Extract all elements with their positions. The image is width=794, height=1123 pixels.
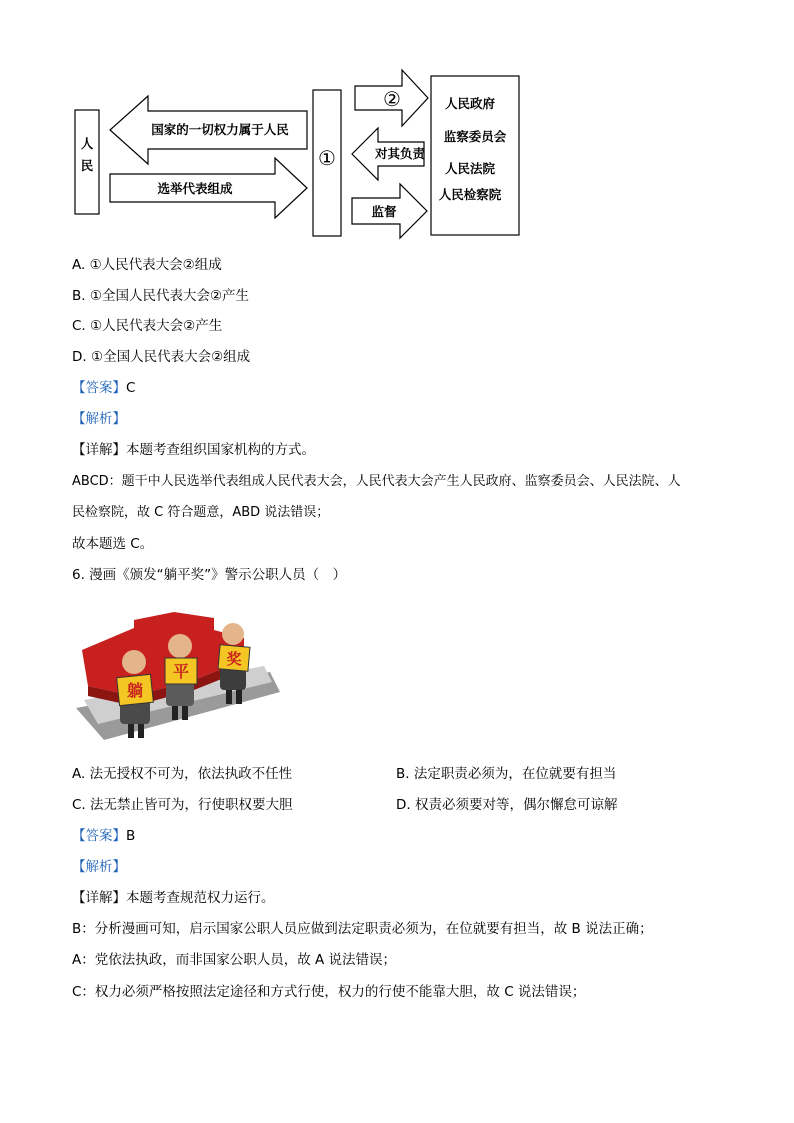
q5-analysis-tag: 【解析】 (72, 411, 126, 427)
q5-explain-line-2: 民检察院，故 C 符合题意，ABD 说法错误； (72, 505, 330, 520)
answer-tag: 【答案】 (72, 380, 126, 396)
answer-value: B (126, 828, 136, 844)
q6-option-c: C. 法无禁止皆可为，行使职权要大胆 (72, 797, 293, 813)
q6-option-a: A. 法无授权不可为，依法执政不任性 (72, 766, 293, 782)
people-char-1: 人 (80, 136, 94, 151)
state-organs-diagram (70, 66, 530, 242)
arrow-elect-label: 选举代表组成 (157, 181, 233, 196)
arrow-power-label: 国家的一切权力属于人民 (151, 122, 289, 137)
cartoon-sign-3-text: 奖 (226, 650, 242, 668)
organ-procuratorate: 人民检察院 (438, 187, 502, 202)
detail-tag: 【详解】 (72, 442, 126, 458)
organ-government: 人民政府 (444, 96, 496, 111)
q5-detail (72, 440, 315, 460)
answer-value: C (126, 380, 136, 396)
q5-answer (72, 378, 135, 398)
q6-answer (72, 826, 135, 846)
cartoon-sign-1-text: 躺 (126, 681, 144, 700)
q6-line-c: C：权力必须严格按照法定途径和方式行使，权力的行使不能靠大胆，故 C 说法错误； (72, 984, 586, 1000)
answer-tag: 【答案】 (72, 828, 126, 844)
cartoon-head-middle (168, 634, 192, 658)
q6-detail (72, 888, 275, 908)
arrow-supervise-label: 监督 (371, 204, 397, 219)
q6-option-b: B. 法定职责必须为，在位就要有担当 (396, 766, 617, 782)
q5-conclusion: 故本题选 C。 (72, 536, 154, 552)
cartoon-head-right (222, 623, 244, 645)
detail-text: 本题考查组织国家机构的方式。 (126, 442, 315, 458)
detail-text: 本题考查规范权力运行。 (126, 890, 275, 906)
center-box-label: ① (318, 146, 336, 170)
organ-court: 人民法院 (444, 161, 496, 176)
arrow-responsible-label: 对其负责 (374, 146, 426, 161)
q6-analysis-tag: 【解析】 (72, 859, 126, 875)
q5-option-d: D. ①全国人民代表大会②组成 (72, 349, 251, 365)
cartoon-image (74, 600, 280, 746)
q6-option-d: D. 权责必须要对等，偶尔懈怠可谅解 (396, 797, 618, 813)
q5-option-a: A. ①人民代表大会②组成 (72, 257, 222, 273)
q5-explain-line-1: ABCD：题干中人民选举代表组成人民代表大会，人民代表大会产生人民政府、监察委员会、人民法院、人 (72, 474, 681, 489)
q6-line-b: B：分析漫画可知，启示国家公职人员应做到法定职责必须为，在位就要有担当，故 B 说法正确； (72, 921, 653, 937)
q6-question: 6. 漫画《颁发“躺平奖”》警示公职人员（ ） (72, 567, 347, 583)
cartoon-sign-2-text: 平 (172, 662, 190, 681)
arrow-produce-label: ② (383, 87, 401, 111)
q6-line-a: A：党依法执政，而非国家公职人员，故 A 说法错误； (72, 952, 397, 968)
q5-option-b: B. ①全国人民代表大会②产生 (72, 288, 250, 304)
cartoon-head-left (122, 650, 146, 674)
detail-tag: 【详解】 (72, 890, 126, 906)
people-char-2: 民 (80, 158, 94, 173)
q5-option-c: C. ①人民代表大会②产生 (72, 318, 223, 334)
organ-supervision: 监察委员会 (443, 129, 507, 144)
